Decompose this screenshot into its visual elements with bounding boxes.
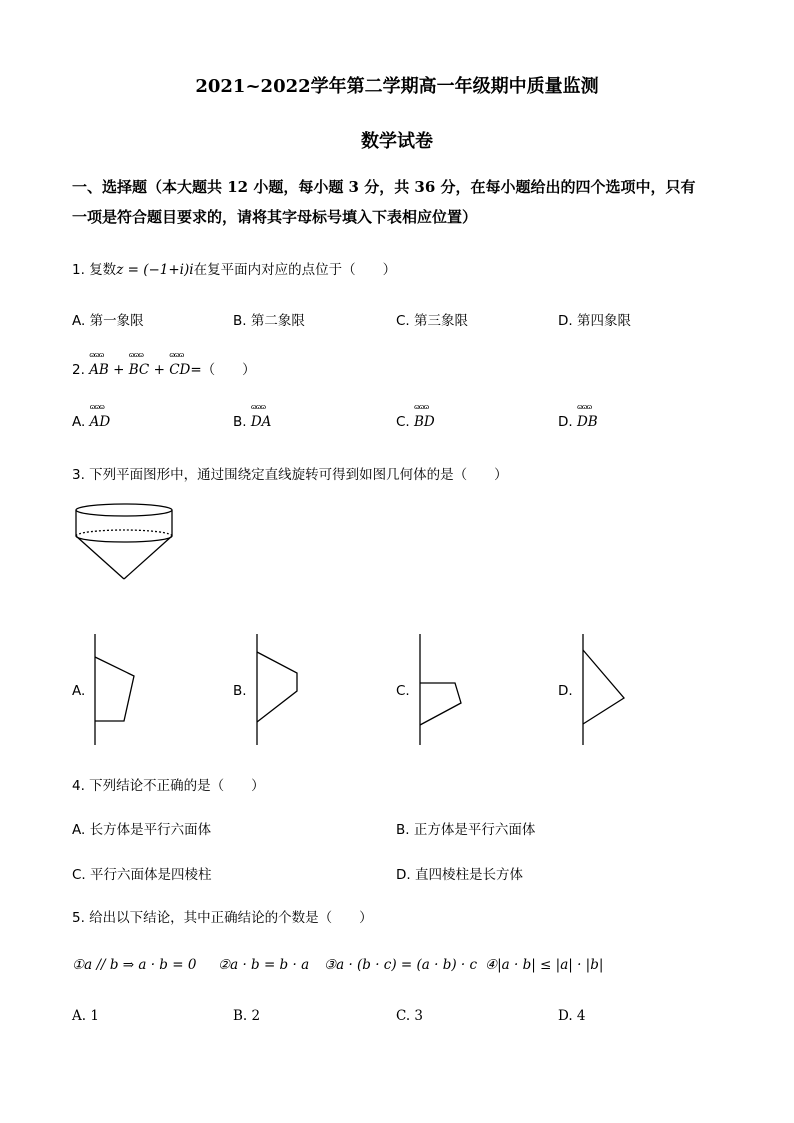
question-5-option-a[interactable]: A. 1 [72, 1008, 99, 1024]
page-subtitle: 数学试卷 [361, 131, 433, 152]
vector-ad: ɷɷɷ AD [90, 414, 111, 430]
question-3-option-a-figure[interactable] [90, 632, 150, 748]
vector-cd: ɷɷɷ CD [169, 362, 190, 378]
question-3-option-d-label[interactable]: D. [558, 683, 573, 699]
vector-bc: ɷɷɷ BC [129, 362, 150, 378]
question-1-number: 1. [72, 262, 85, 278]
question-4-option-c[interactable]: C. 平行六面体是四棱柱 [72, 867, 212, 883]
option-letter: C. [396, 414, 410, 430]
question-4-option-d[interactable]: D. 直四棱柱是长方体 [396, 867, 523, 883]
question-3-option-c-label[interactable]: C. [396, 683, 410, 699]
option-letter: A. [72, 414, 86, 430]
question-2-option-a[interactable] [72, 414, 110, 430]
question-5-option-d[interactable]: D. 4 [558, 1008, 586, 1024]
question-1-expression: z = (−1+i)i [116, 262, 194, 278]
question-2-number: 2. [72, 362, 85, 378]
question-2: 2. ɷɷɷ AB + ɷɷɷ BC + ɷɷɷ CD=（ ） [72, 358, 256, 378]
question-1-option-b[interactable]: B. 第二象限 [233, 313, 305, 329]
question-5-conclusion-2: ②a · b = b · a [218, 957, 310, 973]
question-5-option-c[interactable]: C. 3 [396, 1008, 424, 1024]
question-2-option-d[interactable] [558, 414, 598, 430]
vector-ab: ɷɷɷ AB [89, 362, 109, 378]
question-1 [72, 258, 396, 278]
question-5-conclusion-1: ①a // b ⇒ a · b = 0 [72, 957, 197, 973]
vector-db: ɷɷɷ DB [577, 414, 598, 430]
question-2-tail: =（ ） [190, 362, 256, 378]
question-1-option-a[interactable]: A. 第一象限 [72, 313, 144, 329]
section-heading-line2: 一项是符合题目要求的，请将其字母标号填入下表相应位置） [72, 208, 478, 226]
solid-cylinder-cone-figure [70, 500, 180, 582]
section-heading-line1: 一、选择题（本大题共 12 小题，每小题 3 分，共 36 分，在每小题给出的四个选项中，只有 [72, 178, 696, 196]
question-4-text: 4. 下列结论不正确的是（ ） [72, 778, 265, 794]
question-4-option-a[interactable]: A. 长方体是平行六面体 [72, 822, 212, 838]
question-5-conclusion-3: ③a · (b · c) = (a · b) · c [324, 957, 478, 973]
question-3-option-b-figure[interactable] [252, 632, 312, 748]
question-3-option-b-label[interactable]: B. [233, 683, 247, 699]
cylinder-top-ellipse [76, 504, 172, 516]
question-3-option-c-figure[interactable] [415, 632, 475, 748]
question-1-option-d[interactable]: D. 第四象限 [558, 313, 631, 329]
vector-bd: ɷɷɷ BD [414, 414, 435, 430]
question-5-text: 5. 给出以下结论，其中正确结论的个数是（ ） [72, 910, 373, 926]
question-1-option-c[interactable]: C. 第三象限 [396, 313, 469, 329]
question-2-option-b[interactable] [233, 414, 271, 430]
question-5-conclusion-4: ④|a · b| ≤ |a| · |b| [485, 957, 604, 973]
question-3-option-a-label[interactable]: A. [72, 683, 86, 699]
question-3-text: 3. 下列平面图形中，通过围绕定直线旋转可得到如图几何体的是（ ） [72, 467, 508, 483]
question-2-option-c[interactable] [396, 414, 435, 430]
question-4-option-b[interactable]: B. 正方体是平行六面体 [396, 822, 536, 838]
page-title: 2021~2022学年第二学期高一年级期中质量监测 [195, 76, 599, 97]
question-5-option-b[interactable]: B. 2 [233, 1008, 261, 1024]
question-1-suffix: 在复平面内对应的点位于（ ） [193, 262, 397, 278]
option-letter: B. [233, 414, 247, 430]
option-letter: D. [558, 414, 573, 430]
vector-da: ɷɷɷ DA [251, 414, 272, 430]
question-3-option-d-figure[interactable] [578, 632, 638, 748]
question-1-prefix: 复数 [89, 262, 117, 278]
